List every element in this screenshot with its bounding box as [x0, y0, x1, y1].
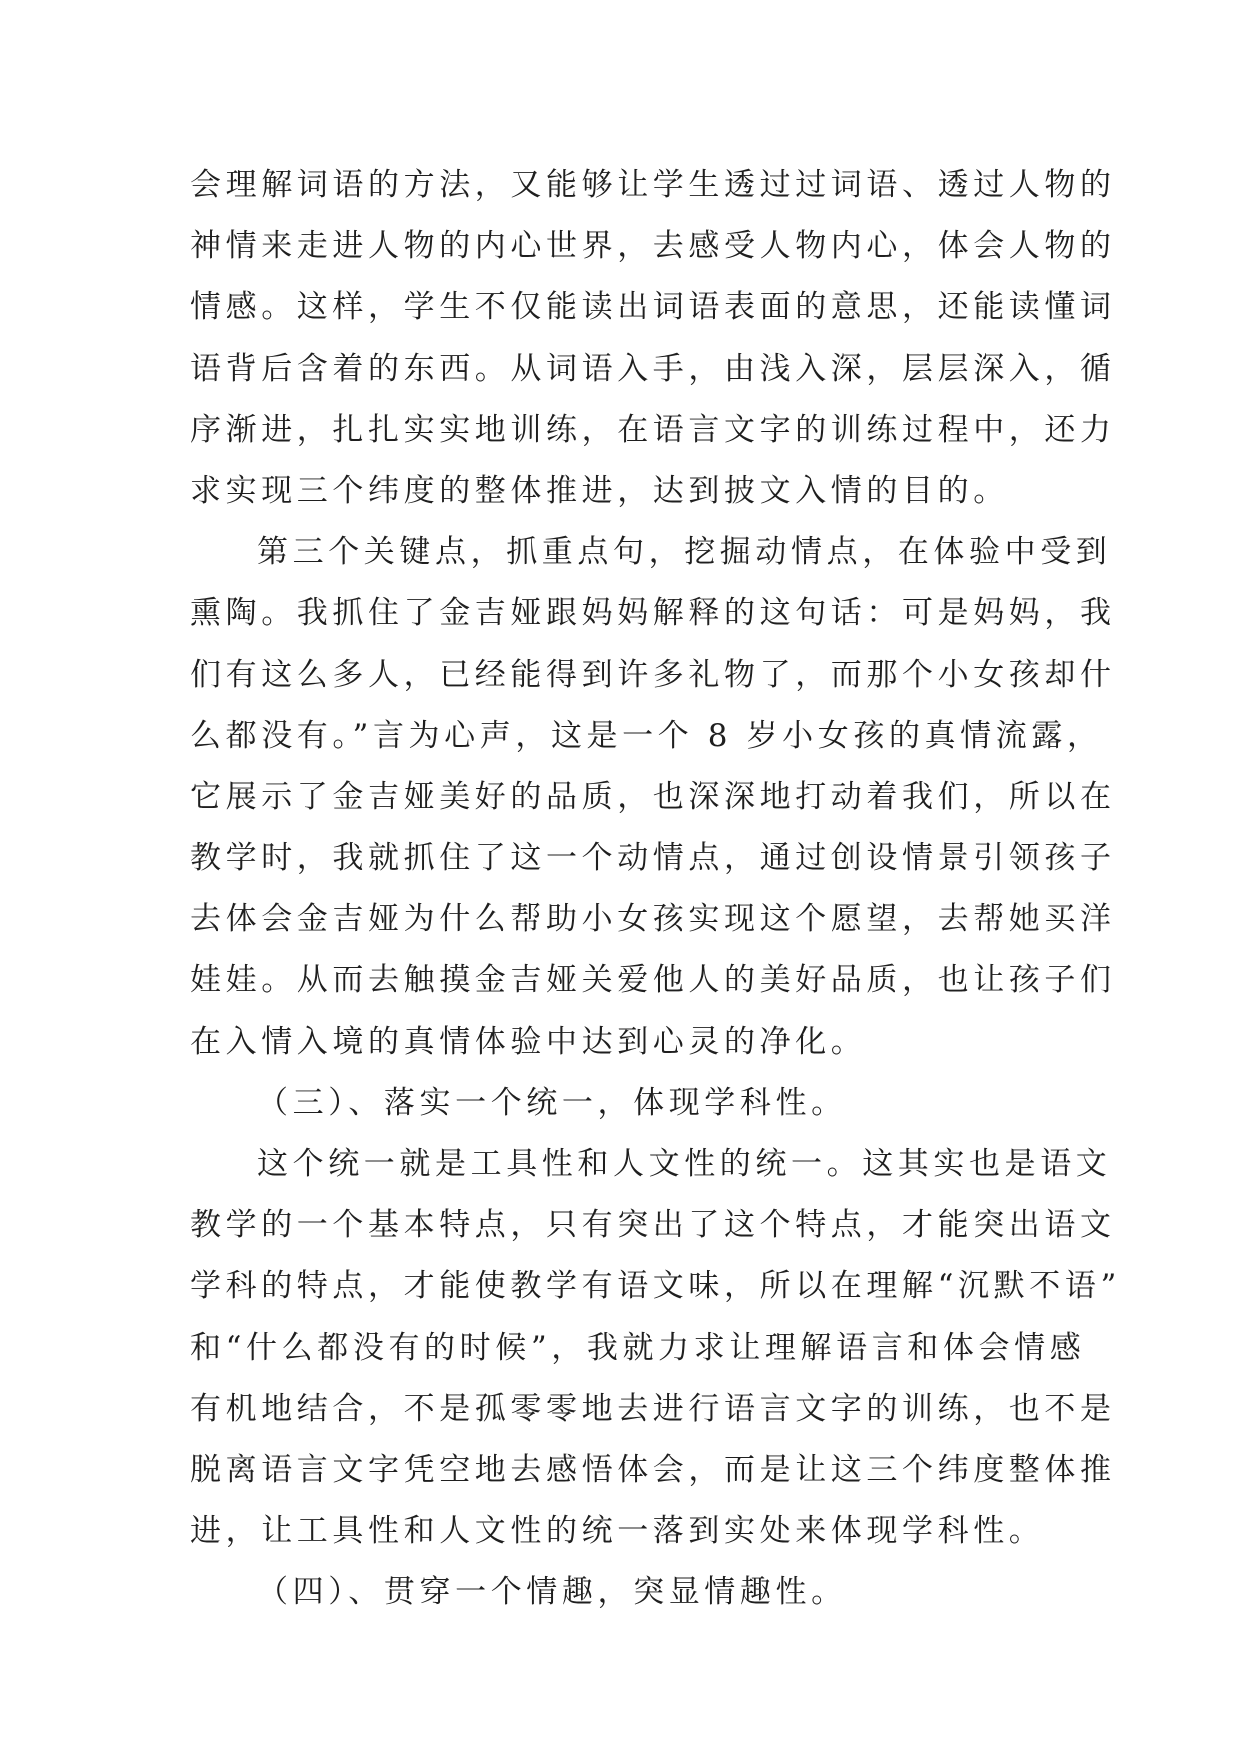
- text-line: 去体会金吉娅为什么帮助小女孩实现这个愿望，去帮她买洋: [190, 901, 1116, 938]
- text-line: 这个统一就是工具性和人文性的统一。这其实也是语文: [257, 1146, 1112, 1182]
- document-body: [190, 155, 1121, 1624]
- text-line: 情感。这样，学生不仅能读出词语表面的意思，还能读懂词: [190, 289, 1116, 326]
- text-line: 教学时，我就抓住了这一个动情点，通过创设情景引领孩子: [190, 840, 1116, 877]
- section-heading-3: [190, 1073, 1056, 1134]
- text-line: 它展示了金吉娅美好的品质，也深深地打动着我们，所以在: [190, 778, 1116, 815]
- text-line: 教学的一个基本特点，只有突出了这个特点，才能突出语文: [190, 1207, 1116, 1244]
- text-line: 么都没有。”言为心声，这是一个 8 岁小女孩的真情流露，: [190, 717, 1103, 754]
- text-line: 和“什么都没有的时候”，我就力求让理解语言和体会情感: [190, 1329, 1086, 1366]
- section-heading: （四）、贯穿一个情趣，突显情趣性。: [257, 1574, 847, 1611]
- text-line: 们有这么多人，已经能得到许多礼物了，而那个小女孩却什: [190, 656, 1116, 693]
- text-line: 神情来走进人物的内心世界，去感受人物内心，体会人物的: [190, 228, 1116, 265]
- text-line: 会理解词语的方法，又能够让学生透过过词语、透过人物的: [190, 167, 1116, 203]
- text-line: 第三个关键点，抓重点句，挖掘动情点，在体验中受到: [257, 534, 1112, 571]
- text-line: 脱离语言文字凭空地去感悟体会，而是让这三个纬度整体推: [190, 1451, 1116, 1488]
- text-line: 进，让工具性和人文性的统一落到实处来体现学科性。: [190, 1513, 1045, 1550]
- text-line: 序渐进，扎扎实实地训练，在语言文字的训练过程中，还力: [190, 411, 1116, 448]
- paragraph-1: [190, 155, 1116, 522]
- section-heading-4: [190, 1562, 1056, 1623]
- paragraph-3: [190, 1134, 1121, 1562]
- text-line: 熏陶。我抓住了金吉娅跟妈妈解释的这句话：可是妈妈，我: [190, 595, 1116, 632]
- section-heading: （三）、落实一个统一，体现学科性。: [257, 1084, 847, 1121]
- text-line: 语背后含着的东西。从词语入手，由浅入深，层层深入，循: [190, 350, 1116, 387]
- text-line: 求实现三个纬度的整体推进，达到披文入情的目的。: [190, 472, 1009, 509]
- text-line: 娃娃。从而去触摸金吉娅关爱他人的美好品质，也让孩子们: [190, 962, 1116, 999]
- paragraph-2: [190, 522, 1116, 1073]
- text-line: 在入情入境的真情体验中达到心灵的净化。: [190, 1023, 867, 1060]
- text-line: 有机地结合，不是孤零零地去进行语言文字的训练，也不是: [190, 1390, 1116, 1427]
- text-line: 学科的特点，才能使教学有语文味，所以在理解“沉默不语”: [190, 1268, 1121, 1305]
